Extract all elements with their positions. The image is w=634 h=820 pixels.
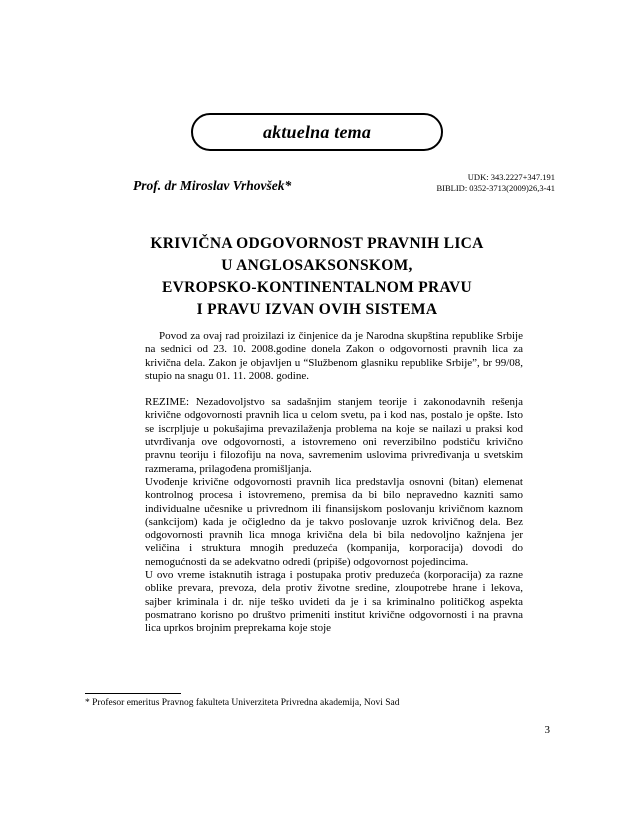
udk-number: UDK: 343.2227+347.191 — [467, 172, 555, 182]
abstract-paragraph: REZIME: Nezadovoljstvo sa sadašnjim stanjem teorije i zakonodavnih rešenja krivične odgovornosti pravnih lica u celom svetu, pa i kod nas, postalo je opšte. Isto se iscrpljuje u pokušajima prevazilaženja problema na koje se nailazi u praksi kod utvrđivanja ove odgovornosti, a istovremeno oni reverzibilno podstiču krivično pravnu teoriju i filozofiju na nova, savremenim uslovima privređivanja u svetskim razmerama, prilagođena promišljanja. — [145, 396, 523, 475]
article-title-line: KRIVIČNA ODGOVORNOST PRAVNIH LICA — [150, 235, 484, 252]
abstract-paragraph: Uvođenje krivične odgovornosti pravnih lica predstavlja osnovni (bitan) elemenat kontrolnog procesa i istovremeno, premisa da bi bilo nepravedno kazniti samo individualne učesnike u privrednom ili finansijskom poslovanju krivičnom kaznom (sankcijom) kada je očigledno da je takvo poslovanje uzrok krivičnog dela. Bez odgovornosti pravnih lica mnoga krivična dela bi bila nedovoljno kažnjena jer veličina i struktura mnogih preduzeća (kompanija, korporacija) dovodi do nemogućnosti da se adekvatno odredi (pripiše) odgovornost pojedincima. — [145, 475, 523, 568]
abstract-paragraph: U ovo vreme istaknutih istraga i postupaka protiv preduzeća (korporacija) za razne oblike prevara, prevoza, dela protiv životne sredine, zloupotrebe hrane i lekova, sajber kriminala i dr. nije teško uvideti da je i sa kriminalno političkog aspekta posmatrano korisno po društvo primeniti institut krivične odgovornosti i na pravna lica uprkos brojnim preprekama koje stoje — [145, 569, 523, 635]
article-title-line: I PRAVU IZVAN OVIH SISTEMA — [196, 301, 438, 318]
footnote-text: * Profesor emeritus Pravnog fakulteta Univerziteta Privredna akademija, Novi Sad — [85, 698, 400, 708]
abstract-block — [145, 330, 523, 636]
article-title — [70, 233, 564, 321]
article-title-line: EVROPSKO-KONTINENTALNOM PRAVU — [162, 279, 472, 296]
footnote-divider — [85, 693, 181, 694]
banner-label: aktuelna tema — [262, 121, 372, 142]
article-title-line: U ANGLOSAKSONSKOM, — [221, 257, 413, 274]
abstract-paragraph: Povod za ovaj rad proizilazi iz činjenice da je Narodna skupština republike Srbije na sednici od 23. 10. 2008.godine donela Zakon o odgovornosti pravnih lica za krivična dela. Zakon je objavljen u “Službenom glasniku republike Srbije”, br 99/08, stupio na snagu 01. 11. 2008. godine. — [145, 330, 523, 382]
section-banner — [191, 113, 443, 151]
byline-row — [133, 172, 555, 194]
biblid-number: BIBLID: 0352-3713(2009)26,3-41 — [436, 183, 555, 194]
page-number: 3 — [544, 724, 550, 736]
reference-numbers — [436, 172, 555, 194]
author-name: Prof. dr Miroslav Vrhovšek* — [133, 178, 292, 193]
